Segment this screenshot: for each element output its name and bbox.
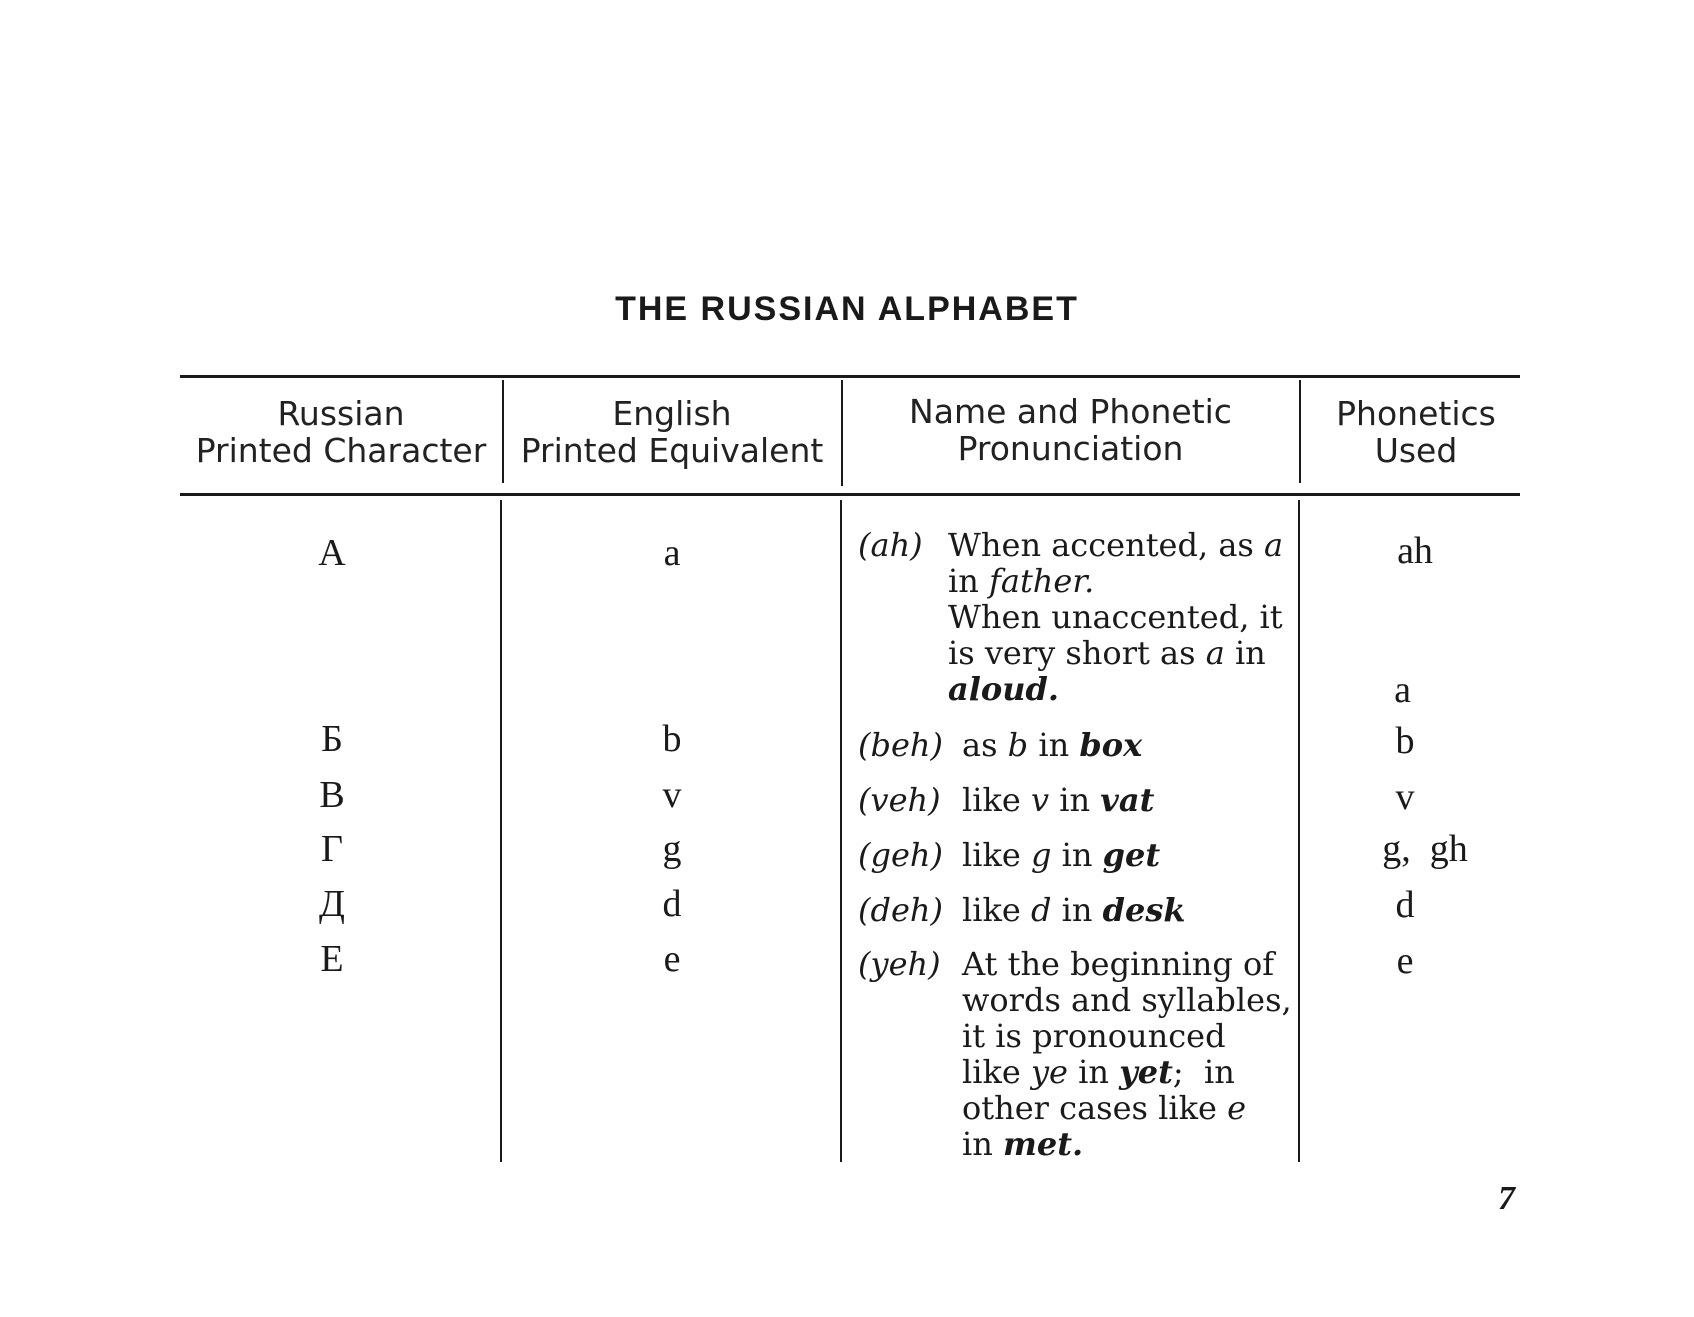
- pronunciation-text: [962, 727, 1298, 763]
- pronunciation-fragment: ye: [1030, 1053, 1068, 1091]
- header-line: Phonetics: [1336, 394, 1496, 433]
- pronunciation-fragment: as: [962, 726, 1008, 764]
- pronunciation-fragment: like: [962, 781, 1031, 819]
- pronunciation-line: [948, 599, 1298, 635]
- header-name-pronunciation: [843, 393, 1298, 467]
- pronunciation-tag: (ah): [858, 526, 923, 564]
- pronunciation-fragment: father.: [989, 562, 1095, 600]
- pronunciation-line: [962, 1018, 1298, 1054]
- pronunciation-fragment: d: [1030, 891, 1052, 929]
- pronunciation-line: [962, 946, 1298, 982]
- pronunciation-fragment: in: [1051, 836, 1103, 874]
- pronunciation-fragment: When accented, as: [948, 526, 1264, 564]
- phonetics-used: b: [1395, 720, 1415, 762]
- pronunciation-tag: (yeh): [858, 945, 941, 983]
- pronunciation-line: [948, 527, 1298, 563]
- pronunciation-text: [962, 837, 1298, 873]
- russian-char: Д: [319, 883, 345, 925]
- pronunciation-line: [962, 1090, 1298, 1126]
- header-english-equivalent: [504, 395, 840, 469]
- pronunciation-tag: (deh): [858, 891, 943, 929]
- header-russian-character: [182, 395, 500, 469]
- pronunciation-cell: [858, 892, 1298, 928]
- russian-char: Е: [320, 938, 344, 980]
- pronunciation-line: [962, 837, 1298, 873]
- pronunciation-line: [962, 727, 1298, 763]
- header-line: Printed Character: [195, 431, 487, 470]
- pronunciation-text: [948, 527, 1298, 707]
- body-divider-1: [500, 500, 502, 1162]
- pronunciation-fragment: in: [1028, 726, 1080, 764]
- pronunciation-fragment: in: [1051, 891, 1103, 929]
- table-top-rule: [180, 375, 1520, 378]
- header-line: Name and Phonetic: [909, 392, 1232, 431]
- pronunciation-fragment: in: [1224, 634, 1266, 672]
- header-line: Used: [1374, 431, 1458, 470]
- header-line: Pronunciation: [957, 429, 1184, 468]
- header-bottom-rule: [180, 493, 1520, 496]
- pronunciation-fragment: ; in: [1172, 1053, 1235, 1091]
- pronunciation-cell: [858, 837, 1298, 873]
- pronunciation-line: [962, 892, 1298, 928]
- header-line: English: [612, 394, 732, 433]
- pronunciation-fragment: desk: [1102, 891, 1186, 929]
- english-equivalent: v: [662, 774, 682, 816]
- pronunciation-text: [962, 782, 1298, 818]
- pronunciation-fragment: like: [962, 836, 1031, 874]
- phonetics-used: a: [1394, 669, 1411, 711]
- pronunciation-fragment: other cases like: [962, 1089, 1228, 1127]
- russian-char: Б: [321, 718, 343, 760]
- pronunciation-fragment: At the beginning of: [962, 945, 1275, 983]
- phonetics-used: d: [1395, 884, 1415, 926]
- pronunciation-fragment: get: [1102, 836, 1161, 874]
- pronunciation-fragment: like: [962, 891, 1031, 929]
- body-divider-2: [840, 500, 842, 1162]
- pronunciation-text: [962, 892, 1298, 928]
- russian-char: Г: [321, 828, 343, 870]
- pronunciation-cell: [858, 946, 1298, 1162]
- pronunciation-fragment: in: [962, 1125, 1004, 1163]
- pronunciation-line: [962, 1054, 1298, 1090]
- pronunciation-fragment: When unaccented, it: [948, 598, 1283, 636]
- phonetics-used: ah: [1397, 530, 1433, 572]
- pronunciation-fragment: vat: [1100, 781, 1155, 819]
- pronunciation-fragment: g: [1030, 836, 1052, 874]
- english-equivalent: b: [662, 718, 682, 760]
- pronunciation-fragment: in: [1067, 1053, 1120, 1091]
- english-equivalent: e: [663, 938, 681, 980]
- pronunciation-tag: (veh): [858, 781, 941, 819]
- phonetics-used: e: [1396, 940, 1414, 982]
- pronunciation-fragment: box: [1079, 726, 1143, 764]
- pronunciation-fragment: words and syllables,: [962, 981, 1292, 1019]
- pronunciation-tag: (beh): [858, 726, 943, 764]
- pronunciation-line: [962, 982, 1298, 1018]
- pronunciation-line: [948, 671, 1298, 707]
- header-phonetics-used: [1301, 395, 1531, 469]
- pronunciation-line: [962, 1126, 1298, 1162]
- body-divider-3: [1298, 500, 1300, 1162]
- russian-char: А: [318, 532, 346, 574]
- phonetics-used: g, gh: [1382, 828, 1468, 870]
- english-equivalent: d: [662, 883, 682, 925]
- russian-char: В: [319, 774, 345, 816]
- pronunciation-fragment: in: [948, 562, 990, 600]
- pronunciation-cell: [858, 782, 1298, 818]
- pronunciation-fragment: a: [1205, 634, 1225, 672]
- header-line: Russian: [277, 394, 405, 433]
- header-line: Printed Equivalent: [520, 431, 824, 470]
- english-equivalent: g: [662, 828, 682, 870]
- pronunciation-line: [962, 782, 1298, 818]
- page-title: THE RUSSIAN ALPHABET: [615, 290, 1079, 328]
- pronunciation-fragment: yet: [1119, 1053, 1173, 1091]
- pronunciation-fragment: aloud.: [948, 670, 1060, 708]
- pronunciation-tag: (geh): [858, 836, 943, 874]
- pronunciation-text: [962, 946, 1298, 1162]
- phonetics-used: v: [1395, 776, 1415, 818]
- pronunciation-fragment: e: [1227, 1089, 1246, 1127]
- pronunciation-cell: [858, 727, 1298, 763]
- pronunciation-fragment: like: [962, 1053, 1031, 1091]
- pronunciation-fragment: in: [1049, 781, 1101, 819]
- pronunciation-line: [948, 635, 1298, 671]
- english-equivalent: a: [663, 532, 681, 574]
- pronunciation-fragment: is very short as: [948, 634, 1206, 672]
- pronunciation-line: [948, 563, 1298, 599]
- pronunciation-fragment: met.: [1003, 1125, 1084, 1163]
- pronunciation-fragment: b: [1007, 726, 1029, 764]
- pronunciation-fragment: v: [1030, 781, 1050, 819]
- pronunciation-fragment: it is pronounced: [962, 1017, 1226, 1055]
- pronunciation-fragment: a: [1263, 526, 1284, 564]
- page-number: 7: [1498, 1180, 1515, 1217]
- pronunciation-cell: [858, 527, 1298, 707]
